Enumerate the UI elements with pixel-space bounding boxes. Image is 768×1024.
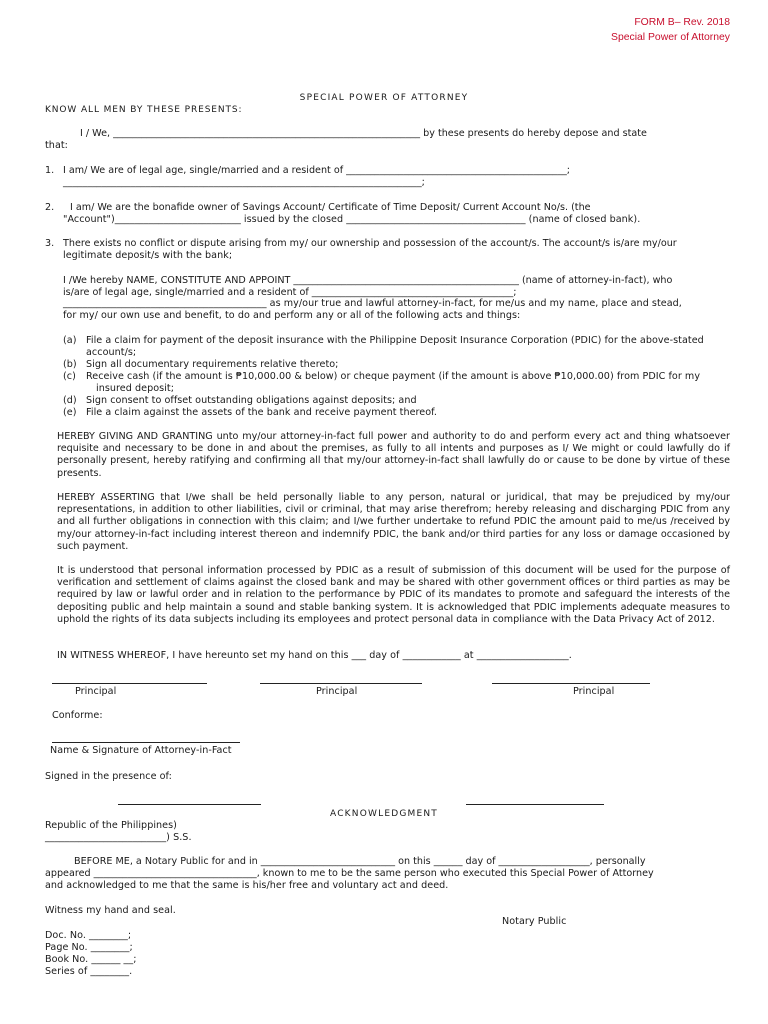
- principal-signature-line-1: [52, 683, 207, 684]
- intro-line: I / We, ________________________________________________________________ by these presents do hereby depose and state: [80, 128, 647, 139]
- paragraph-giving: HEREBY GIVING AND GRANTING unto my/our attorney-in-fact full power and authority to do and perform every act and thing whatsoever requisite and necessary to be done in and about the premises, as fully to all intents and purposes as I/ We might or could lawfully do if personally present, hereby ratifying and confirming all that my/our attorney-in-fact shall lawfully do or cause to be done by virtue of these presents.: [57, 431, 730, 479]
- before-me-line1: BEFORE ME, a Notary Public for and in ____________________________ on this ______ day of ___________________, personally: [74, 856, 646, 867]
- principal-signature-line-2: [260, 683, 422, 684]
- before-me-line3: and acknowledged to me that the same is his/her free and voluntary act and deed.: [45, 880, 449, 891]
- doc-no: Doc. No. ________;: [45, 930, 132, 941]
- paragraph-privacy: It is understood that personal information processed by PDIC as a result of submission of this document will be used for the purpose of verification and settlement of claims against the closed bank and may be shared with other government offices or third parties as may be required by law or lawful order and in relation to the performance by PDIC of its mandates to promote and safeguard the interests of the depositing public and help maintain a sound and stable banking system. It is acknowledged that PDIC implements adequate measures to uphold the rights of its data subjects including its employees and protect personal data in compliance with the Data Privacy Act of 2012.: [57, 565, 730, 625]
- appoint-line3: __________________________________________ as my/our true and lawful attorney-in-fact, for me/us and my name, place and stead,: [63, 298, 682, 309]
- acknowledgment-heading: ACKNOWLEDGMENT: [330, 809, 438, 819]
- act-b-label: (b): [63, 359, 77, 370]
- act-a-label: (a): [63, 335, 77, 346]
- book-no: Book No. ______ __;: [45, 954, 137, 965]
- know-all-heading: KNOW ALL MEN BY THESE PRESENTS:: [45, 105, 243, 115]
- page-no: Page No. ________;: [45, 942, 133, 953]
- appoint-line4: for my/ our own use and benefit, to do and perform any or all of the following acts and things:: [63, 310, 521, 321]
- act-c-cont: insured deposit;: [96, 383, 175, 394]
- act-d-text: Sign consent to offset outstanding obligations against deposits; and: [86, 395, 417, 406]
- republic-line: Republic of the Philippines): [45, 820, 177, 831]
- witness-signature-line-2: [466, 804, 604, 805]
- attorney-signature-label: Name & Signature of Attorney-in-Fact: [50, 745, 232, 756]
- paragraph-asserting: HEREBY ASSERTING that I/we shall be held personally liable to any person, natural or juridical, that may be prejudiced by my/our representations, in addition to other liabilities, civil or criminal, that may arise therefrom; hereby releasing and discharging PDIC from any and all further obligations in connection with this claim; and I/we further undertake to refund PDIC the amount paid to me/us /received by my/our attorney-in-fact including interest thereon and indemnify PDIC, the bank and/or third parties for any loss or damage occasioned by such payment.: [57, 492, 730, 552]
- series-of: Series of ________.: [45, 966, 133, 977]
- principal-label-3: Principal: [573, 686, 615, 697]
- conforme-label: Conforme:: [52, 710, 103, 721]
- act-b-text: Sign all documentary requirements relative thereto;: [86, 359, 339, 370]
- item1-line2: __________________________________________________________________________;: [63, 177, 425, 188]
- appoint-line2: is/are of legal age, single/married and a resident of __________________________________________;: [63, 287, 517, 298]
- witness-signature-line-1: [118, 804, 261, 805]
- item1-number: 1.: [45, 165, 55, 176]
- act-e-label: (e): [63, 407, 77, 418]
- item2-line1: I am/ We are the bonafide owner of Savings Account/ Certificate of Time Deposit/ Current Account No/s. (the: [70, 202, 591, 213]
- ss-line: _________________________) S.S.: [45, 832, 192, 843]
- act-d-label: (d): [63, 395, 77, 406]
- act-a-text: File a claim for payment of the deposit insurance with the Philippine Deposit Insurance Corporation (PDIC) for the above-stated: [86, 335, 704, 346]
- item3-line2: legitimate deposit/s with the bank;: [63, 250, 233, 261]
- intro-that: that:: [45, 140, 68, 151]
- act-a-cont: account/s;: [86, 347, 137, 358]
- item2-line2: "Account")__________________________ issued by the closed _____________________________________ (name of closed bank).: [63, 214, 641, 225]
- act-c-label: (c): [63, 371, 76, 382]
- appoint-line1: I /We hereby NAME, CONSTITUTE AND APPOINT _______________________________________________ (name of attorney-in-fact), who: [63, 275, 673, 286]
- item1-line1: I am/ We are of legal age, single/married and a resident of ______________________________________________;: [63, 165, 571, 176]
- signed-presence-label: Signed in the presence of:: [45, 771, 172, 782]
- item3-line1: There exists no conflict or dispute arising from my/ our ownership and possession of the account/s. The account/s is/are my/our: [63, 238, 677, 249]
- act-e-text: File a claim against the assets of the bank and receive payment thereof.: [86, 407, 438, 418]
- item2-number: 2.: [45, 202, 55, 213]
- form-code: FORM B– Rev. 2018: [634, 17, 730, 28]
- principal-label-1: Principal: [75, 686, 117, 697]
- form-name: Special Power of Attorney: [611, 32, 730, 43]
- witness-whereof: IN WITNESS WHEREOF, I have hereunto set my hand on this ___ day of ____________ at ___________________.: [57, 650, 572, 661]
- notary-public-label: Notary Public: [502, 916, 567, 927]
- principal-label-2: Principal: [316, 686, 358, 697]
- before-me-line2: appeared __________________________________, known to me to be the same person who executed this Special Power of Attorney: [45, 868, 654, 879]
- document-title: SPECIAL POWER OF ATTORNEY: [299, 93, 469, 103]
- act-c-text: Receive cash (if the amount is ₱10,000.00 & below) or cheque payment (if the amount is above ₱10,000.00) from PDIC for my: [86, 371, 701, 382]
- witness-seal: Witness my hand and seal.: [45, 905, 176, 916]
- attorney-signature-line: [52, 742, 240, 743]
- item3-number: 3.: [45, 238, 55, 249]
- principal-signature-line-3: [492, 683, 650, 684]
